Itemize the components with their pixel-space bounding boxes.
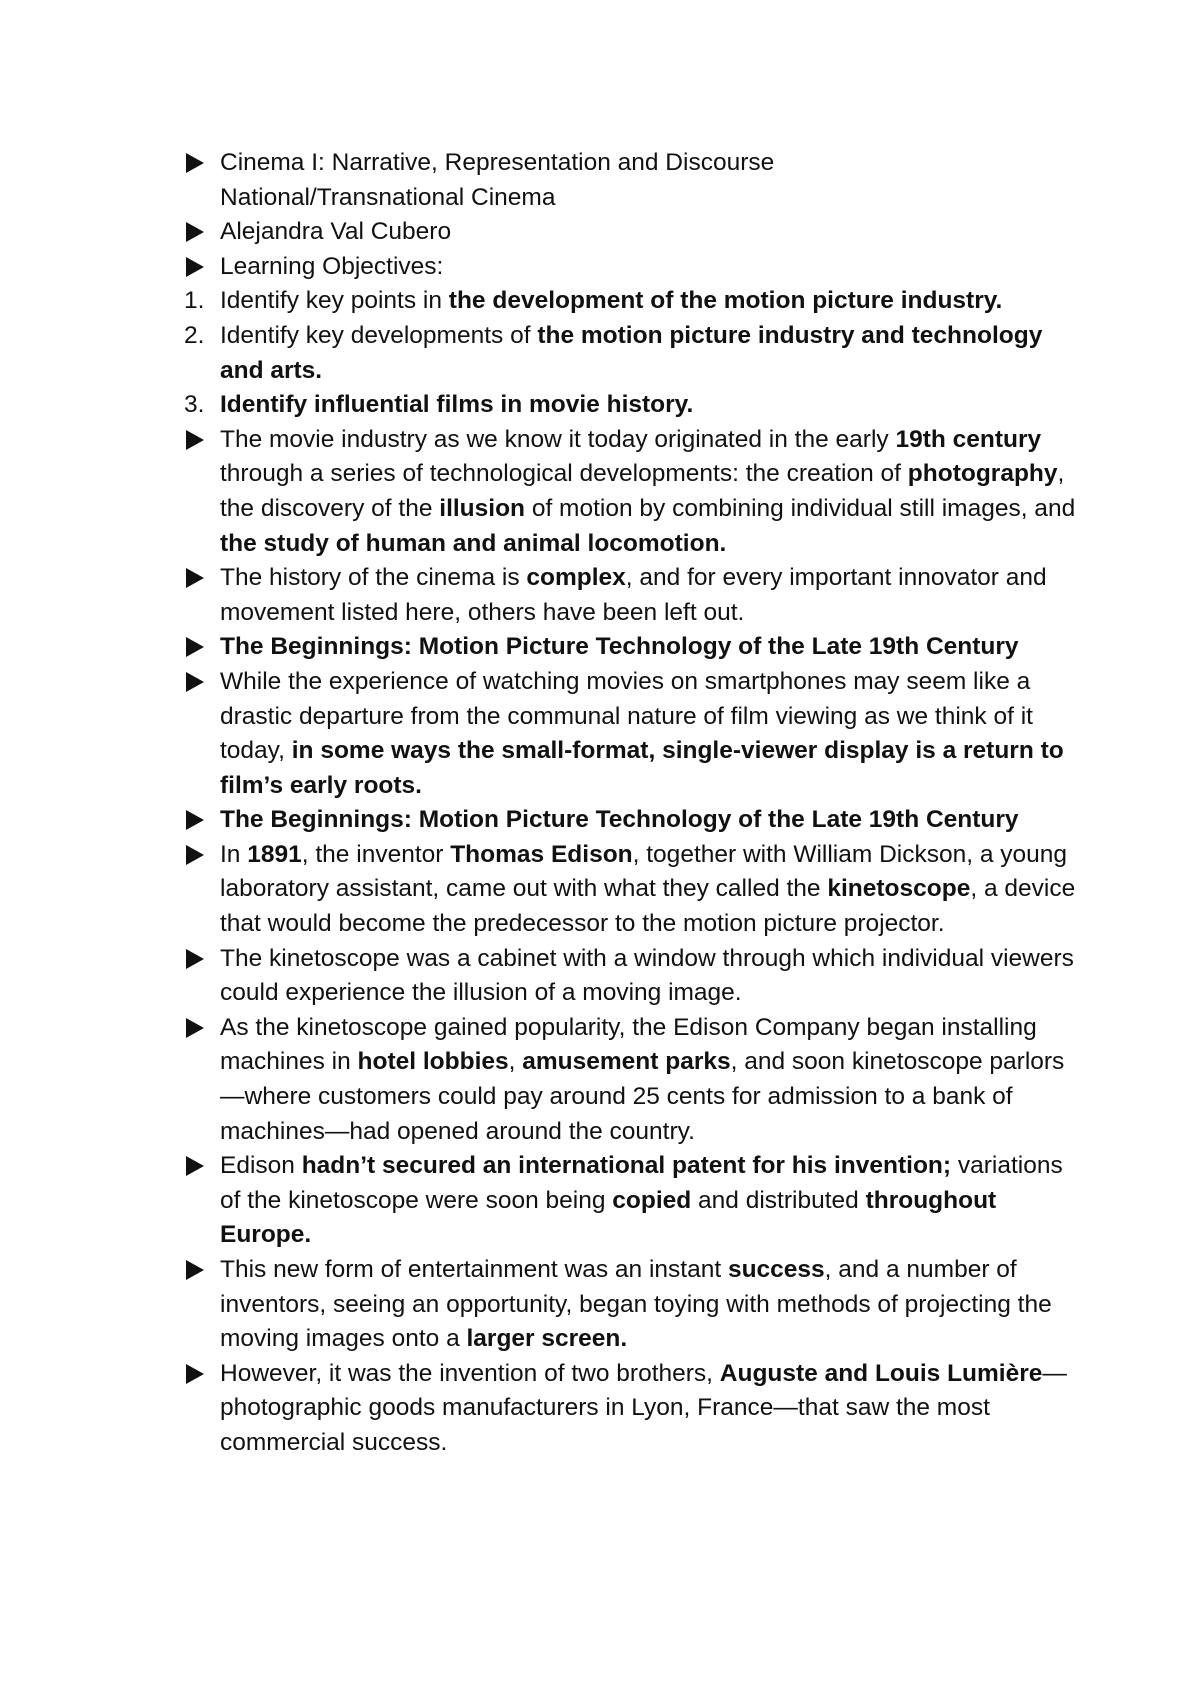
bold-text: throughout Europe. bbox=[220, 1186, 997, 1249]
item-text bbox=[220, 561, 1084, 630]
bold-text: 1891 bbox=[247, 840, 302, 868]
bold-text: Auguste and Louis Lumière bbox=[719, 1359, 1043, 1387]
text-run: This new form of entertainment was an instant bbox=[220, 1256, 728, 1283]
bold-text: the study of human and animal locomotion. bbox=[220, 529, 727, 557]
bullet-item bbox=[184, 1253, 1084, 1357]
triangle-bullet-icon bbox=[186, 222, 204, 242]
numbered-item bbox=[184, 388, 1084, 423]
bold-text: copied bbox=[612, 1186, 692, 1214]
item-text bbox=[220, 284, 1084, 319]
bullet-marker bbox=[184, 1253, 220, 1288]
bold-text: photography bbox=[907, 460, 1058, 488]
triangle-bullet-icon bbox=[186, 637, 204, 657]
bullet-marker bbox=[184, 838, 220, 873]
bold-text: complex bbox=[526, 564, 626, 592]
bullet-marker bbox=[184, 250, 220, 285]
bullet-item bbox=[184, 215, 1084, 250]
item-text bbox=[220, 838, 1084, 942]
bullet-marker bbox=[184, 146, 220, 181]
triangle-bullet-icon bbox=[186, 1018, 204, 1038]
triangle-bullet-icon bbox=[186, 672, 204, 692]
bold-text: the motion picture industry and technology and arts. bbox=[220, 321, 1043, 384]
list-number bbox=[184, 319, 220, 354]
numbered-item bbox=[184, 319, 1084, 388]
bullet-item bbox=[184, 1149, 1084, 1253]
item-text bbox=[220, 1149, 1084, 1253]
triangle-bullet-icon bbox=[186, 1156, 204, 1176]
item-text bbox=[220, 1253, 1084, 1357]
bullet-marker bbox=[184, 1357, 220, 1392]
bullet-marker bbox=[184, 630, 220, 665]
bold-text: Thomas Edison bbox=[450, 840, 633, 868]
triangle-bullet-icon bbox=[186, 1364, 204, 1384]
item-text bbox=[220, 319, 1084, 388]
text-run: , together with William Dickson, a young laboratory assistant, came out with what they called the bbox=[220, 840, 1068, 903]
triangle-bullet-icon bbox=[186, 949, 204, 969]
list-number-text: 1. bbox=[184, 287, 205, 315]
bold-text: in some ways the small-format, single-viewer display is a return to film’s early roots. bbox=[220, 737, 1064, 799]
triangle-bullet-icon bbox=[186, 430, 204, 450]
bullet-marker bbox=[184, 942, 220, 977]
bullet-item bbox=[184, 803, 1084, 838]
text-run: While the experience of watching movies on smartphones may seem like a drastic departure from the communal nature of film viewing as we think of it today, bbox=[220, 667, 1033, 765]
bullet-marker bbox=[184, 665, 220, 700]
text-run: The history of the cinema is bbox=[220, 564, 527, 592]
bold-text: larger screen. bbox=[466, 1325, 628, 1353]
text-run: , bbox=[508, 1048, 523, 1076]
bullet-item bbox=[184, 423, 1084, 561]
text-run: , and for every important innovator and movement listed here, others have been left out. bbox=[220, 564, 1047, 626]
bold-text: amusement parks bbox=[522, 1048, 731, 1076]
document-body bbox=[184, 146, 1084, 1461]
triangle-bullet-icon bbox=[186, 153, 204, 173]
bullet-marker bbox=[184, 1149, 220, 1184]
triangle-bullet-icon bbox=[186, 568, 204, 588]
bullet-marker bbox=[184, 215, 220, 250]
triangle-bullet-icon bbox=[186, 1260, 204, 1280]
text-run: of motion by combining individual still images, and bbox=[525, 494, 1076, 522]
triangle-bullet-icon bbox=[186, 257, 204, 277]
bold-text: illusion bbox=[439, 494, 526, 522]
item-text bbox=[220, 630, 1084, 665]
text-run: As the kinetoscope gained popularity, the Edison Company began installing machines in bbox=[220, 1013, 1037, 1076]
text-run: Identify key points in bbox=[220, 287, 449, 315]
item-text bbox=[220, 423, 1084, 561]
text-run: through a series of technological developments: the creation of bbox=[220, 460, 908, 488]
text-run: and distributed bbox=[691, 1186, 866, 1214]
bold-text: success bbox=[727, 1256, 825, 1283]
text-run: The movie industry as we know it today originated in the early bbox=[220, 425, 896, 453]
list-number bbox=[184, 388, 220, 423]
text-run: Learning Objectives: bbox=[220, 252, 444, 280]
item-text bbox=[220, 1357, 1084, 1461]
item-text bbox=[220, 665, 1084, 803]
list-number-text: 2. bbox=[184, 321, 205, 349]
item-text bbox=[220, 146, 1084, 215]
bold-text: The Beginnings: Motion Picture Technology of the Late 19th Century bbox=[220, 633, 1019, 661]
bullet-marker bbox=[184, 561, 220, 596]
bullet-item bbox=[184, 561, 1084, 630]
bold-text: the development of the motion picture industry. bbox=[448, 287, 1003, 315]
item-text bbox=[220, 1011, 1084, 1149]
bullet-item bbox=[184, 146, 1084, 215]
triangle-bullet-icon bbox=[186, 845, 204, 865]
bullet-item bbox=[184, 942, 1084, 1011]
text-run: Alejandra Val Cubero bbox=[220, 218, 452, 246]
item-text bbox=[220, 215, 1084, 250]
text-run: variations of the kinetoscope were soon being bbox=[220, 1152, 1063, 1214]
text-run: , and soon kinetoscope parlors—where customers could pay around 25 cents for admission to a bank of machines—had opened around the country. bbox=[220, 1048, 1065, 1145]
text-line: National/Transnational Cinema bbox=[220, 183, 556, 211]
bullet-marker bbox=[184, 803, 220, 838]
text-run: , the inventor bbox=[301, 840, 451, 868]
bullet-item bbox=[184, 1357, 1084, 1461]
numbered-item bbox=[184, 284, 1084, 319]
triangle-bullet-icon bbox=[186, 810, 204, 830]
text-run: , the discovery of the bbox=[220, 460, 1065, 522]
bold-text: The Beginnings: Motion Picture Technology of the Late 19th Century bbox=[220, 806, 1019, 834]
text-run: Identify key developments of bbox=[220, 321, 538, 349]
bullet-item bbox=[184, 1011, 1084, 1149]
text-line: Cinema I: Narrative, Representation and Discourse bbox=[220, 149, 775, 176]
text-run: , a device that would become the predecessor to the motion picture projector. bbox=[220, 875, 1076, 938]
item-text bbox=[220, 388, 1084, 423]
bullet-item bbox=[184, 665, 1084, 803]
text-run: In bbox=[220, 840, 248, 868]
list-number bbox=[184, 284, 220, 319]
bullet-item bbox=[184, 838, 1084, 942]
bullet-marker bbox=[184, 423, 220, 458]
text-run: However, it was the invention of two brothers, bbox=[220, 1359, 720, 1387]
bullet-item bbox=[184, 250, 1084, 285]
text-run: Edison bbox=[220, 1152, 302, 1180]
list-number-text: 3. bbox=[184, 391, 205, 419]
item-text bbox=[220, 250, 1084, 285]
bullet-marker bbox=[184, 1011, 220, 1046]
text-run: The kinetoscope was a cabinet with a window through which individual viewers could experience the illusion of a moving image. bbox=[220, 944, 1074, 1007]
text-run: —photographic goods manufacturers in Lyon, France—that saw the most commercial success. bbox=[220, 1359, 1067, 1456]
item-text bbox=[220, 942, 1084, 1011]
bold-text: hotel lobbies bbox=[357, 1048, 509, 1076]
bold-text: Identify influential films in movie history. bbox=[220, 391, 694, 419]
bullet-item bbox=[184, 630, 1084, 665]
bold-text: hadn’t secured an international patent for his invention; bbox=[301, 1152, 952, 1180]
item-text bbox=[220, 803, 1084, 838]
bold-text: 19th century bbox=[895, 425, 1042, 453]
bold-text: kinetoscope bbox=[827, 875, 971, 903]
text-run: , and a number of inventors, seeing an opportunity, began toying with methods of projecting the moving images onto a bbox=[220, 1256, 1052, 1353]
